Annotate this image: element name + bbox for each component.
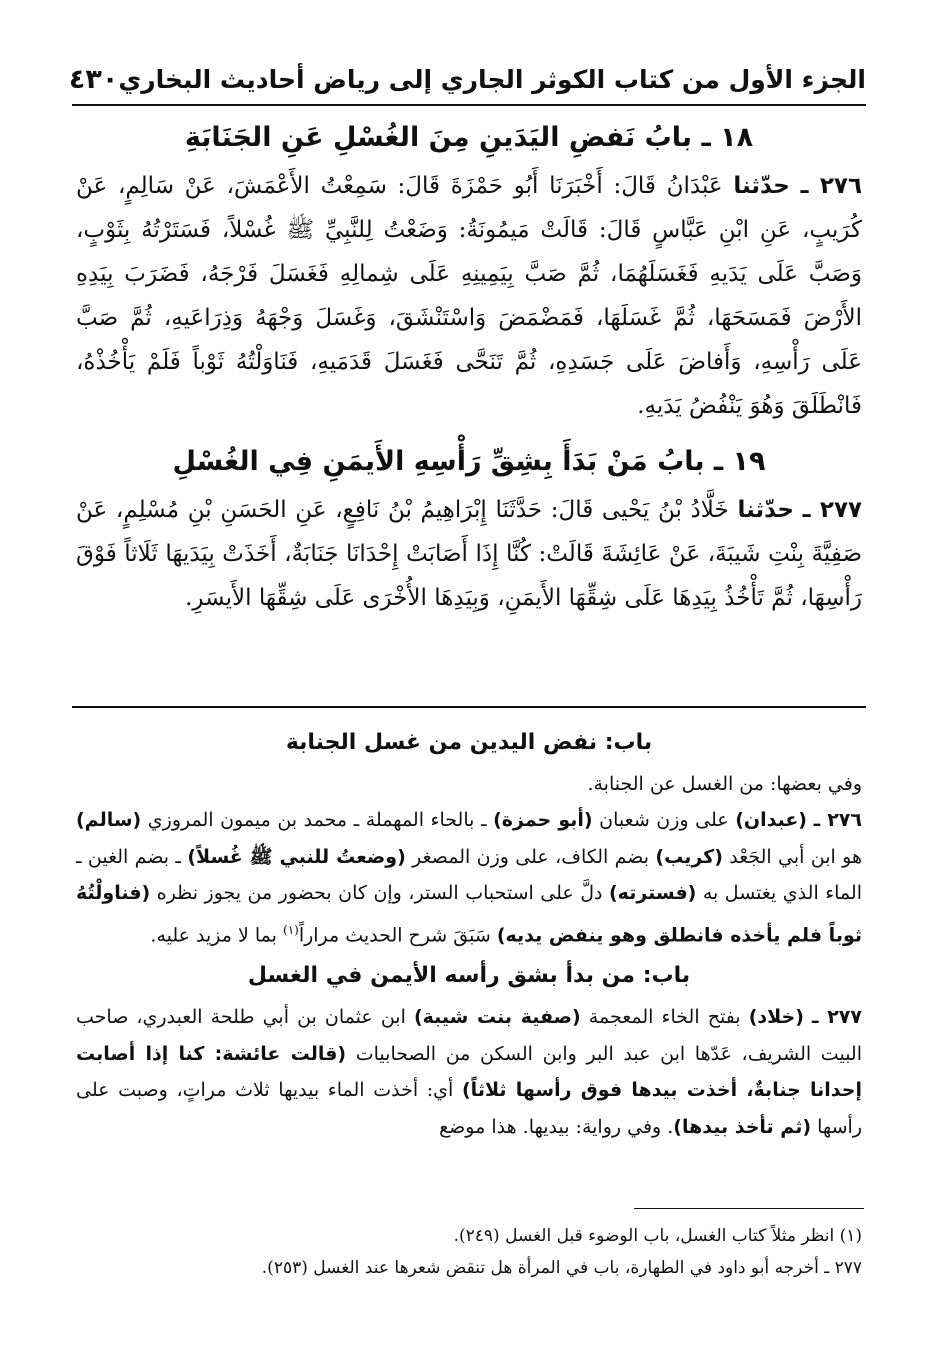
footnotes [76,1220,862,1284]
bold-term: (أبو حمزة) [493,809,593,831]
footnote-marker[interactable]: (١) [283,922,299,937]
main-text [76,112,862,620]
variant-note: وفي بعضها: من الغسل عن الجنابة. [587,773,862,795]
commentary-text: أي: أخذت الماء بيديها ثلاث مراتٍ، وصبت على رأسها [76,1079,862,1138]
chapter-title-18: ١٨ ـ بابُ نَفضِ اليَدَينِ مِنَ الغُسْلِ عَنِ الجَنَابَةِ [184,122,754,153]
hadith-number: ٢٧٦ ـ [800,173,863,199]
commentary-text: ابن عثمان بن أبي طلحة العبدري، صاحب البيت الشريف، عَدّها ابن عبد البر وابن السكن من الصحابيات [76,1006,862,1065]
running-header [68,56,866,102]
narration-label: حدّثنا [737,497,794,523]
commentary-separator [72,706,866,708]
commentary-text: . وفي رواية: بيديها. هذا موضع [439,1115,674,1138]
commentary-276 [76,802,862,953]
page-number: ٤٣٠ [68,63,119,95]
narration-label: حدّثنا [733,173,790,199]
header-rule [72,104,866,106]
hadith-text: خَلَّادُ بْنُ يَحْيى قَالَ: حَدَّثَنَا إِبْرَاهِيمُ بْنُ نَافِعٍ، عَنِ الحَسَنِ بْنِ مُسْلِمٍ، عَنْ صَفِيَّةَ بِنْتِ شَيبَةَ، عَنْ عَائِشَةَ قَالَتْ: كُنَّا إِذَا أَصَابَتْ إِحْدَانَا جَنَابَةٌ، أَخَذَتْ بِيَدَيهَا ثَلَاثاً فَوْقَ رَأْسِهَا، ثُمَّ تَأْخُذُ بِيَدِهَا عَلَى شِقِّهَا الأَيمَنِ، وَبِيَدِهَا الأُخْرَى عَلَى شِقِّهَا الأَيسَرِ. [76,497,862,611]
footnote-277: ٢٧٧ ـ أخرجه أبو داود في الطهارة، باب في المرأة هل تنقض شعرها عند الغسل (٢٥٣). [261,1258,862,1278]
bold-term: (قالت عائشة: كنا إذا أصابت إحدانا جنابةٌ، أخذت بيدها فوق رأسها ثلاثاً) [76,1042,862,1102]
commentary-number: ٢٧٧ ـ [812,1006,862,1029]
bold-term: (كريب) [655,845,723,868]
hadith-277 [76,488,862,620]
bold-term: (خلاد) [748,1006,804,1029]
commentary-text: بما لا مزيد عليه. [150,923,283,946]
footnote-1: (١) انظر مثلاً كتاب الغسل، باب الوضوء قبل الغسل (٢٤٩). [453,1226,862,1246]
hadith-276 [76,164,862,428]
bold-term: (وضعتُ للنبي ﷺ غُسلاً) [187,845,406,868]
footnote-rule [634,1208,864,1209]
hadith-number: ٢٧٧ ـ [802,497,863,523]
commentary-section-title-1: باب: نفض اليدين من غسل الجنابة [285,730,653,755]
commentary-text: على وزن شعبان [592,809,736,831]
bold-term: (سالم) [76,809,142,831]
hadith-text: عَبْدَانُ قَالَ: أَخْبَرَنَا أَبُو حَمْزَةَ قَالَ: سَمِعْتُ الأَعْمَشَ، عَنْ سَالِمٍ، عَنْ كُرَيبٍ، عَنِ ابْنِ عَبَّاسٍ قَالَ: قَالَتْ مَيمُونَةُ: وَضَعْتُ لِلنَّبِيِّ ﷺ غُسْلاً، فَسَتَرْتُهُ بِثَوْبٍ، وَصَبَّ عَلَى يَدَيهِ فَغَسَلَهُمَا، ثُمَّ صَبَّ بِيَمِينِهِ عَلَى شِمالِهِ فَغَسَلَ فَرْجَهُ، فَضَرَبَ بِيَدِهِ الأَرْضَ فَمَسَحَهَا، ثُمَّ غَسَلَهَا، فَمَضْمَضَ وَاسْتَنْشَقَ، وَغَسَلَ وَجْهَهُ وَذِرَاعَيهِ، ثُمَّ صَبَّ عَلَى رَأْسِهِ، وَأَفاضَ عَلَى جَسَدِهِ، ثُمَّ تَنَحَّى فَغَسَلَ قَدَمَيهِ، فَنَاوَلْتُهُ ثَوْباً فَلَمْ يَأْخُذْهُ، فَانْطَلَقَ وَهُوَ يَنْفُضُ يَدَيهِ. [76,173,862,419]
bold-term: (عبدان) [735,809,807,831]
book-title: الجزء الأول من كتاب الكوثر الجاري إلى رياض أحاديث البخاري [118,64,866,94]
commentary-text: سَبَقَ شرح الحديث مراراً [298,923,497,946]
commentary-text: بفتح الخاء المعجمة [580,1006,749,1029]
bold-term: (صفية بنت شيبة) [413,1006,581,1029]
commentary-277 [76,999,862,1145]
bold-term: (فناولْتُهُ ثوباً فلم يأخذه فانطلق وهو ينفض يديه) [76,882,862,946]
bold-term: (فسترته) [608,882,697,904]
commentary-text: هو ابن أبي الجَعْد [722,845,862,868]
chapter-title-19: ١٩ ـ بابُ مَنْ بَدَأَ بِشِقِّ رَأْسِهِ الأَيمَنِ فِي الغُسْلِ [172,446,766,477]
commentary-text: بضم الكاف، على وزن المصغر [405,845,656,868]
commentary [76,720,862,1145]
commentary-text: ـ بضم الغين ـ الماء الذي يغتسل به [76,845,862,904]
commentary-number: ٢٧٦ ـ [813,809,862,831]
commentary-section-title-2: باب: من بدأ بشق رأسه الأيمن في الغسل [247,963,691,989]
commentary-text: ـ بالحاء المهملة ـ محمد بن ميمون المروزي [141,809,494,831]
commentary-text: دلَّ على استحباب الستر، وإن كان بحضور من يجوز نظره [150,882,609,904]
bold-term: (ثم تأخذ بيدها) [673,1115,812,1138]
